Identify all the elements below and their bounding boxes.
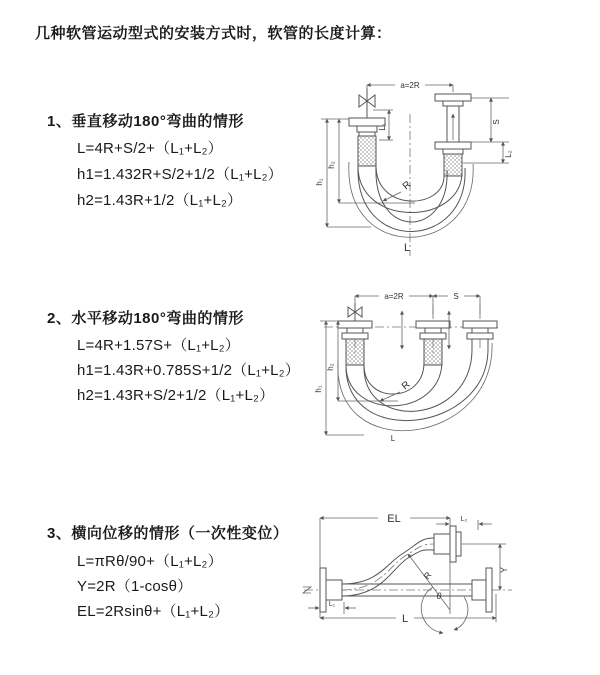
diagram-vertical-180-bend	[313, 70, 583, 260]
section3-formula-el: EL=2Rsinθ+（L₁+L₂）	[77, 603, 230, 620]
braided-hose-left	[358, 136, 376, 166]
s-label: S	[453, 292, 459, 301]
dimension-el	[320, 513, 450, 618]
page-title: 几种软管运动型式的安装方式时，软管的长度计算：	[35, 25, 392, 42]
diagram-horizontal-180-bend	[316, 283, 511, 455]
l2-label: L₂	[460, 516, 468, 523]
flange-fitting-right-upper	[435, 94, 471, 142]
l1-label: L₁	[378, 123, 387, 131]
a2r-label: a=2R	[384, 292, 404, 301]
h2-label: h₂	[327, 161, 336, 169]
section1-formula-h2: h2=1.43R+1/2（L₁+L₂）	[77, 192, 243, 209]
l1-label: L₁	[328, 601, 336, 608]
r-label: R	[399, 379, 413, 393]
flange-fitting-right	[463, 321, 497, 339]
h1-label: h₁	[315, 178, 324, 186]
h1-label: h₁	[314, 385, 323, 393]
section2-heading: 2、水平移动180°弯曲的情形	[47, 310, 244, 327]
valve-icon	[359, 88, 375, 118]
radius-callout	[408, 554, 450, 610]
section2-formula-h2: h2=1.43R+S/2+1/2（L₁+L₂）	[77, 387, 275, 404]
radius-callout	[380, 379, 412, 401]
section3-heading: 3、横向位移的情形（一次性变位）	[47, 525, 289, 542]
l-label: L	[390, 434, 396, 443]
l2-label: L₂	[504, 150, 513, 158]
flange-fitting-middle	[416, 321, 450, 339]
theta-label: θ	[436, 591, 442, 601]
braided-hose-middle	[424, 339, 442, 365]
l-label: L	[403, 242, 411, 254]
section2-formula-l: L=4R+1.57S+（L₁+L₂）	[77, 337, 240, 354]
r-label: R	[421, 569, 434, 582]
dimension-a2r	[367, 81, 453, 92]
r-label: R	[400, 179, 414, 193]
flange-fitting-left	[338, 321, 372, 339]
section3-formula-l: L=πRθ/90+（L₁+L₂）	[77, 553, 223, 570]
dimension-l2	[503, 142, 513, 163]
section1-heading: 1、垂直移动180°弯曲的情形	[47, 113, 244, 130]
dimension-l	[320, 594, 496, 625]
dimension-a2r	[355, 292, 480, 317]
section1-formula-l: L=4R+S/2+（L₁+L₂）	[77, 140, 223, 157]
valve-icon	[348, 303, 362, 321]
h2-label: h₂	[326, 363, 335, 371]
section2-formula-h1: h1=1.43R+0.785S+1/2（L₁+L₂）	[77, 362, 300, 379]
dimension-s	[463, 98, 509, 163]
s-label: S	[492, 119, 501, 125]
section1-formula-h1: h1=1.432R+S/2+1/2（L₁+L₂）	[77, 166, 283, 183]
dimension-s	[433, 292, 480, 301]
y-label: Y	[499, 566, 509, 574]
section3-formula-y: Y=2R（1-cosθ）	[77, 578, 193, 595]
dimension-l1-bottom	[308, 601, 356, 614]
hose-s-curve	[342, 538, 434, 596]
el-label: EL	[387, 513, 401, 525]
flange-fitting-right-original	[472, 568, 492, 612]
diagram-lateral-displacement	[300, 502, 600, 654]
flange-fitting-right-lower	[435, 142, 471, 154]
a2r-label: a=2R	[400, 81, 420, 90]
radius-callout	[383, 179, 413, 201]
braided-hose-left	[346, 339, 364, 365]
theta-angle	[421, 587, 468, 633]
l-label: L	[401, 613, 409, 625]
flange-fitting-upper	[434, 526, 461, 562]
